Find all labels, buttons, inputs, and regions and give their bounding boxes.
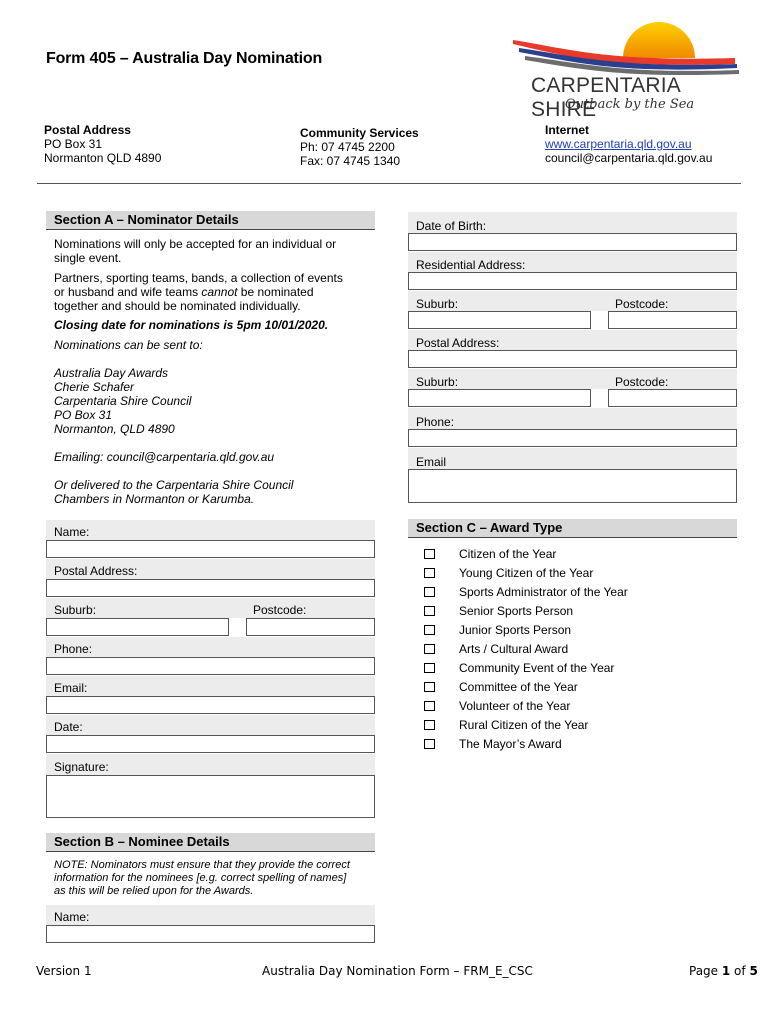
suburb-label: Suburb:	[54, 603, 97, 617]
award-item[interactable]	[424, 641, 724, 660]
nominator-name-field[interactable]	[46, 540, 375, 558]
award-item[interactable]	[424, 622, 724, 641]
award-item[interactable]	[424, 546, 724, 565]
note-line: NOTE: Nominators must ensure that they provide the correct	[54, 859, 350, 871]
page-title: Form 405 – Australia Day Nomination	[46, 50, 323, 67]
nominee-suburb2-field[interactable]	[408, 389, 591, 407]
nominator-phone-field[interactable]	[46, 657, 375, 675]
award-item[interactable]	[424, 698, 724, 717]
signature-label: Signature:	[46, 754, 375, 775]
nominee-phone-label: Phone:	[408, 408, 737, 429]
delivered-line: Chambers in Normanton or Karumba.	[54, 492, 255, 506]
send-to: Nominations can be sent to:	[54, 338, 203, 352]
nominee-suburb2-row	[408, 369, 737, 389]
award-label: Committee of the Year	[459, 680, 578, 694]
nominator-postcode-field[interactable]	[246, 618, 375, 636]
address-line: Normanton, QLD 4890	[54, 422, 175, 436]
checkbox[interactable]	[424, 587, 435, 597]
award-label: Arts / Cultural Award	[459, 642, 569, 656]
checkbox[interactable]	[424, 720, 435, 730]
nominator-suburb-field[interactable]	[46, 618, 229, 636]
note-line: information for the nominees [e.g. correct spelling of names]	[54, 872, 347, 884]
postal-line1: PO Box 31	[44, 137, 103, 151]
internet-block	[545, 123, 712, 165]
award-item[interactable]	[424, 584, 724, 603]
dob-label: Date of Birth:	[408, 212, 737, 233]
checkbox[interactable]	[424, 549, 435, 559]
dob-field[interactable]	[408, 233, 737, 251]
nominee-suburb-field[interactable]	[408, 311, 591, 329]
address-line: Cherie Schafer	[54, 380, 135, 394]
award-item[interactable]	[424, 660, 724, 679]
postal-block	[44, 123, 161, 165]
carpentaria-logo	[505, 18, 745, 121]
community-label: Community Services	[300, 126, 419, 140]
intro-line: or husband and wife teams cannot be nominated	[54, 285, 314, 299]
nominee-name-field[interactable]	[46, 925, 375, 943]
footer-version: Version 1	[36, 964, 92, 978]
footer-form-name: Australia Day Nomination Form – FRM_E_CSC	[262, 964, 533, 978]
header-divider	[37, 183, 741, 184]
nominee-postal-field[interactable]	[408, 350, 737, 368]
logo-tagline: Outback by the Sea	[565, 97, 695, 112]
checkbox[interactable]	[424, 568, 435, 578]
award-item[interactable]	[424, 565, 724, 584]
intro-line: together and should be nominated individually.	[54, 299, 301, 313]
section-b-heading: Section B – Nominee Details	[46, 833, 375, 852]
intro-line: Partners, sporting teams, bands, a collection of events	[54, 271, 343, 285]
sunrise-logo-icon	[505, 18, 745, 78]
award-label: Sports Administrator of the Year	[459, 585, 628, 599]
nominator-email-field[interactable]	[46, 696, 375, 714]
nominee-suburb-row	[408, 291, 737, 311]
nominee-email-field[interactable]	[408, 469, 737, 503]
section-a-intro	[54, 237, 374, 506]
section-b-note	[54, 859, 350, 898]
community-phone: Ph: 07 4745 2200	[300, 140, 395, 154]
postcode-label: Postcode:	[615, 297, 669, 311]
address-line: Carpentaria Shire Council	[54, 394, 192, 408]
closing-date: Closing date for nominations is 5pm 10/01/2020.	[54, 318, 329, 332]
award-item[interactable]	[424, 603, 724, 622]
checkbox[interactable]	[424, 644, 435, 654]
residential-label: Residential Address:	[408, 252, 737, 272]
award-item[interactable]	[424, 717, 724, 736]
logo-name: CARPENTARIA SHIRE	[531, 74, 680, 121]
community-fax: Fax: 07 4745 1340	[300, 154, 401, 168]
award-item[interactable]	[424, 736, 724, 755]
postcode-label: Postcode:	[615, 375, 669, 389]
nominator-postal-label: Postal Address:	[46, 559, 375, 579]
checkbox[interactable]	[424, 739, 435, 749]
nominator-date-field[interactable]	[46, 735, 375, 753]
website-link[interactable]: www.carpentaria.qld.gov.au	[545, 137, 692, 151]
award-label: The Mayor’s Award	[459, 737, 562, 751]
intro-line: single event.	[54, 251, 122, 265]
checkbox[interactable]	[424, 606, 435, 616]
checkbox[interactable]	[424, 663, 435, 673]
nominator-name-label: Name:	[46, 520, 375, 540]
community-block	[300, 126, 419, 168]
nominee-postcode-field[interactable]	[608, 311, 737, 329]
residential-field[interactable]	[408, 272, 737, 290]
postal-line2: Normanton QLD 4890	[44, 151, 162, 165]
nominee-name-label: Name:	[46, 905, 375, 925]
award-item[interactable]	[424, 679, 724, 698]
nominee-postal-label: Postal Address:	[408, 330, 737, 350]
award-label: Volunteer of the Year	[459, 699, 571, 713]
internet-label: Internet	[545, 123, 590, 137]
internet-email: council@carpentaria.qld.gov.au	[545, 151, 713, 165]
award-label: Citizen of the Year	[459, 547, 557, 561]
nominee-phone-field[interactable]	[408, 429, 737, 447]
note-line: as this will be relied upon for the Awards.	[54, 885, 254, 897]
award-list	[424, 546, 724, 755]
postcode-label: Postcode:	[253, 603, 307, 617]
nominee-postcode2-field[interactable]	[608, 389, 737, 407]
award-label: Senior Sports Person	[459, 604, 574, 618]
award-label: Junior Sports Person	[459, 623, 572, 637]
section-c-heading: Section C – Award Type	[408, 519, 737, 538]
suburb-label: Suburb:	[416, 297, 459, 311]
signature-field[interactable]	[46, 775, 375, 818]
suburb-label: Suburb:	[416, 375, 459, 389]
postal-label: Postal Address	[44, 123, 131, 137]
address-line: PO Box 31	[54, 408, 113, 422]
checkbox[interactable]	[424, 682, 435, 692]
emailing-line: Emailing: council@carpentaria.qld.gov.au	[54, 450, 275, 464]
nominator-date-label: Date:	[46, 715, 375, 735]
award-label: Young Citizen of the Year	[459, 566, 594, 580]
intro-line: Nominations will only be accepted for an individual or	[54, 237, 337, 251]
nominator-email-label: Email:	[46, 676, 375, 696]
nominee-email-label: Email	[408, 448, 737, 469]
nominator-postal-field[interactable]	[46, 579, 375, 597]
checkbox[interactable]	[424, 701, 435, 711]
nominator-phone-label: Phone:	[46, 637, 375, 657]
award-label: Rural Citizen of the Year	[459, 718, 589, 732]
checkbox[interactable]	[424, 625, 435, 635]
footer-page-number: Page 1 of 5	[689, 964, 758, 978]
nominator-suburb-row	[46, 598, 375, 618]
section-a-heading: Section A – Nominator Details	[46, 211, 375, 230]
delivered-line: Or delivered to the Carpentaria Shire Council	[54, 478, 294, 492]
award-label: Community Event of the Year	[459, 661, 615, 675]
address-line: Australia Day Awards	[54, 366, 169, 380]
